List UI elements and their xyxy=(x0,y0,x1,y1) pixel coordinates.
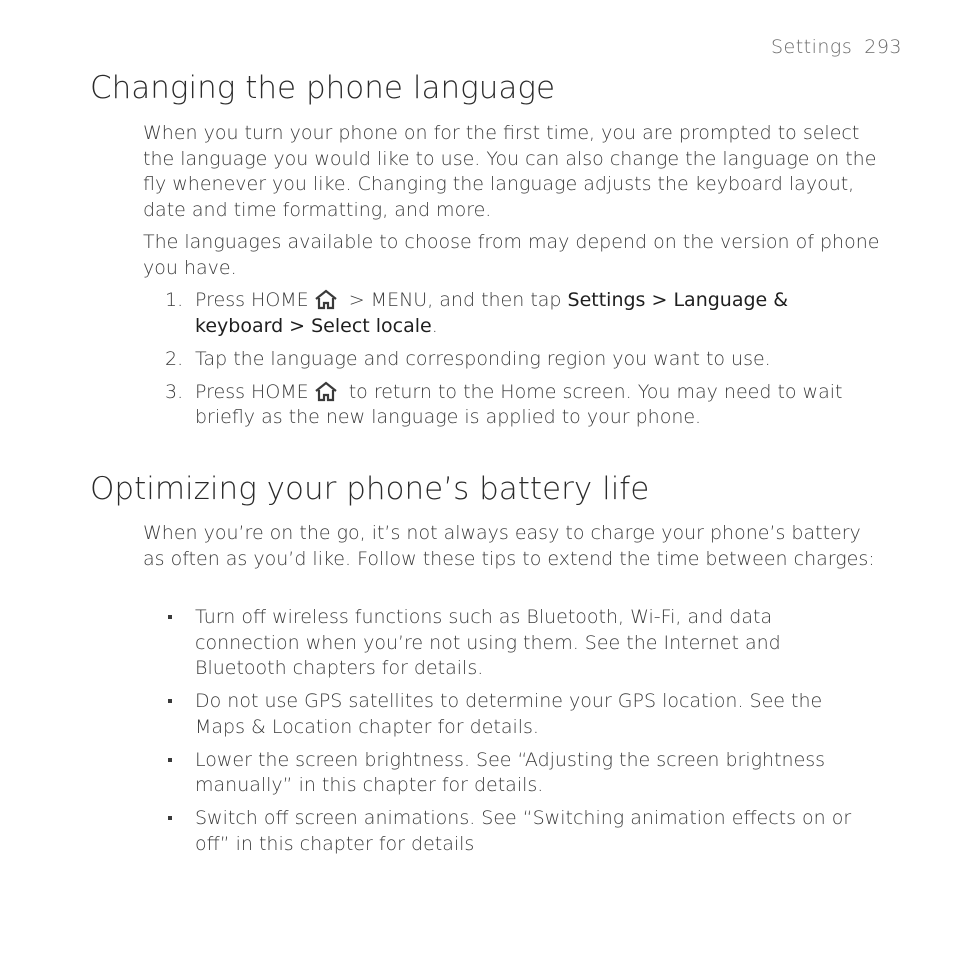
header-section-name: Settings xyxy=(770,36,853,58)
list-item xyxy=(143,347,863,373)
step-number: 2. xyxy=(165,347,184,370)
section-title-battery-life: Optimizing your phone’s battery life xyxy=(90,471,650,507)
home-icon xyxy=(313,288,339,310)
section-title-phone-language: Changing the phone language xyxy=(90,70,556,106)
step-text: . xyxy=(431,314,438,337)
battery-intro-paragraph: When you’re on the go, it’s not always easy to charge your phone’s battery as often as you’d like. Follow these tips to extend the time between charges: xyxy=(143,522,875,570)
bullet-icon xyxy=(168,615,172,619)
step-number: 3. xyxy=(165,380,184,403)
tip-text: Do not use GPS satellites to determine your GPS location. See the Maps & Location chapter for details. xyxy=(195,690,823,738)
step-text: Press HOME xyxy=(195,289,309,311)
list-item xyxy=(143,380,863,431)
step-text: to return to the Home screen. You may need to wait briefly as the new language is applied to your phone. xyxy=(195,380,843,428)
list-item xyxy=(143,605,863,682)
language-intro-paragraph: When you turn your phone on for the first time, you are prompted to select the language you would like to use. You can also change the language on the fly whenever you like. Changing the language adjusts the keyboard layout, date and time formatting, and more. xyxy=(143,122,877,221)
language-availability-paragraph: The languages available to choose from may depend on the version of phone you have. xyxy=(143,231,880,279)
step-text: Tap the language and corresponding region you want to use. xyxy=(195,347,771,370)
battery-tips-list xyxy=(143,605,863,865)
step-text: Press HOME xyxy=(195,380,309,403)
running-header xyxy=(771,36,902,58)
step-number: 1. xyxy=(165,289,184,311)
bullet-icon xyxy=(168,816,172,820)
list-item xyxy=(143,288,863,339)
menu-path: Settings > Language & keyboard > Select locale xyxy=(195,289,789,337)
language-steps-list xyxy=(143,288,863,438)
step-text: > MENU, and then tap xyxy=(342,289,568,311)
bullet-icon xyxy=(168,699,172,703)
home-icon xyxy=(313,380,339,402)
list-item xyxy=(143,689,863,740)
tip-text: Lower the screen brightness. See “Adjusting the screen brightness manually” in this chapter for details. xyxy=(195,748,826,796)
bullet-icon xyxy=(168,758,172,762)
list-item xyxy=(143,748,863,799)
list-item xyxy=(143,806,863,857)
tip-text: Turn off wireless functions such as Bluetooth, Wi-Fi, and data connection when you’re not using them. See the Internet and Bluetooth chapters for details. xyxy=(195,606,781,679)
page-number: 293 xyxy=(864,36,902,58)
tip-text: Switch off screen animations. See “Switching animation effects on or off” in this chapter for details xyxy=(195,807,852,855)
